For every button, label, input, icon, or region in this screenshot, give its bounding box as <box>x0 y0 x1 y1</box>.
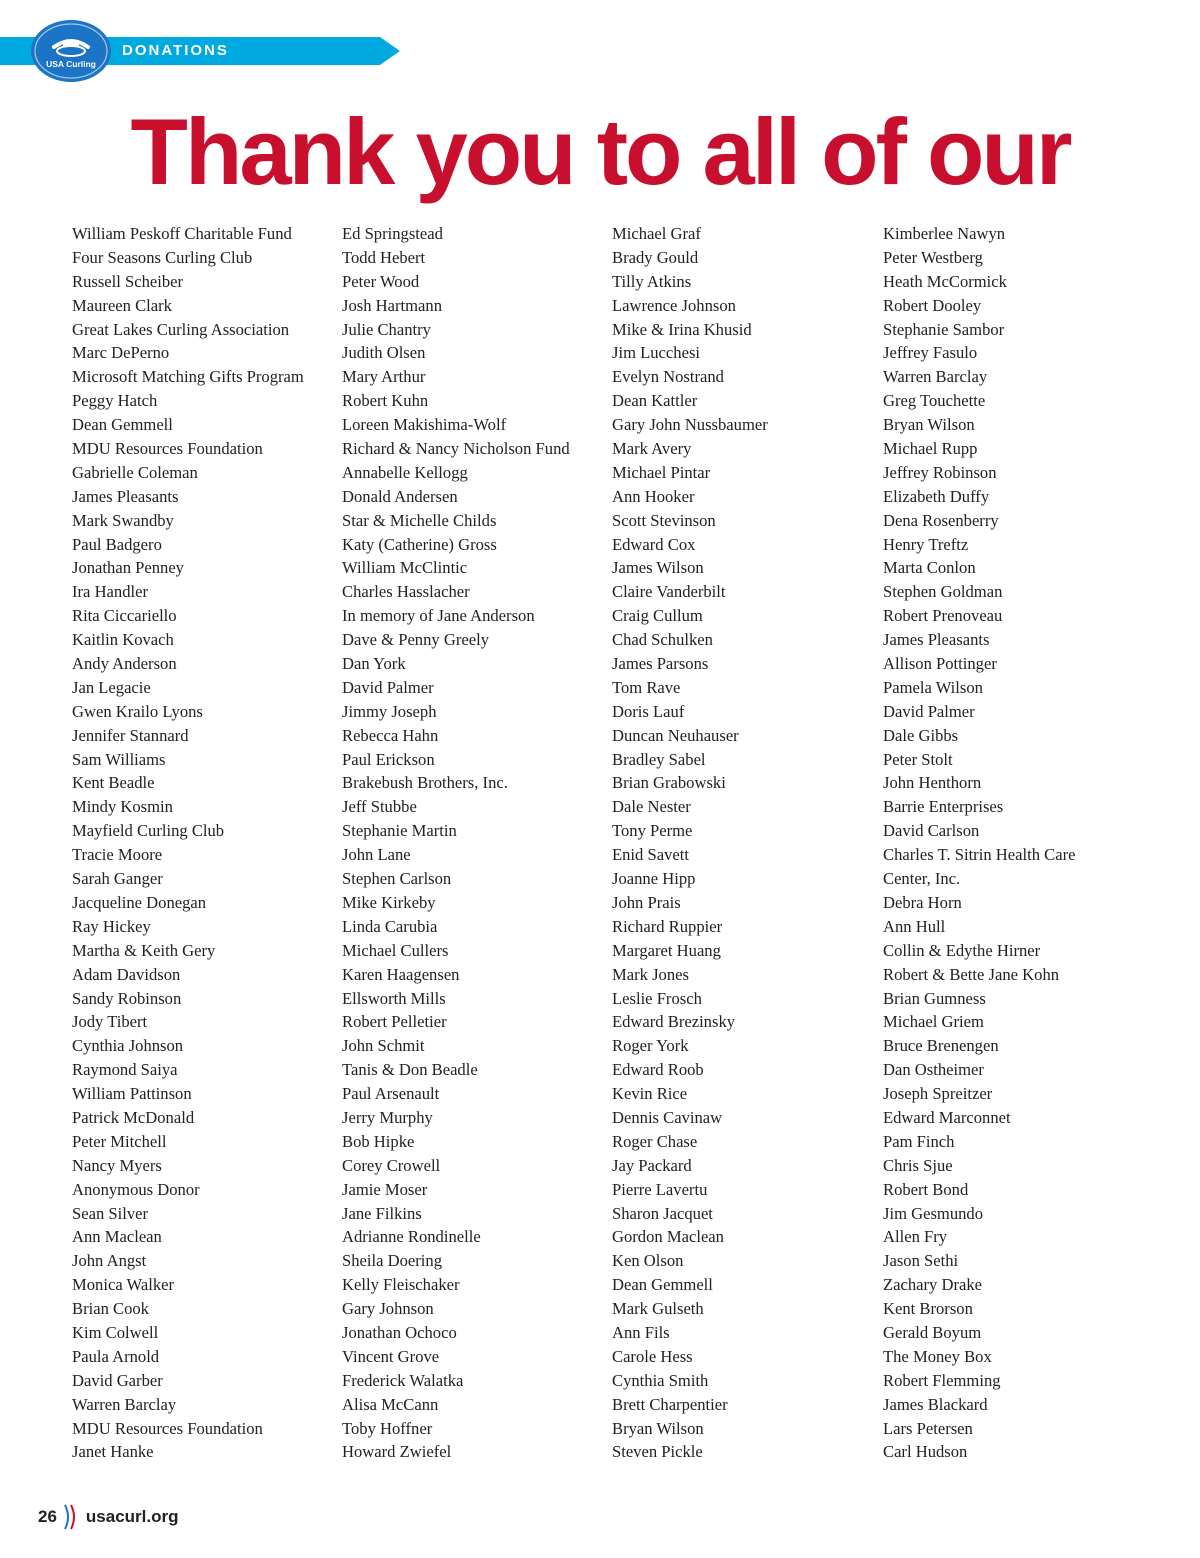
donor-name: Allison Pottinger <box>883 654 997 674</box>
donor-name: Leslie Frosch <box>612 988 702 1008</box>
donor-name: Doris Lauf <box>612 701 685 721</box>
donor-name: James Pleasants <box>72 486 179 506</box>
donor-name: David Carlson <box>883 821 980 841</box>
donor-name: David Palmer <box>342 677 434 697</box>
donor-name: Jeffrey Fasulo <box>883 343 978 363</box>
donor-name: Mary Arthur <box>342 367 426 387</box>
donor-name: Star & Michelle Childs <box>342 510 497 530</box>
donor-column-2 <box>342 222 604 1464</box>
donor-name: David Palmer <box>883 701 975 721</box>
donor-name: Cynthia Johnson <box>72 1036 184 1056</box>
donor-name: Marta Conlon <box>883 558 976 578</box>
donor-name: Dean Gemmell <box>612 1275 713 1295</box>
donor-name: Adrianne Rondinelle <box>342 1227 481 1247</box>
donor-name: Loreen Makishima-Wolf <box>342 415 507 435</box>
donor-name: Janet Hanke <box>72 1442 154 1462</box>
donor-name: Edward Cox <box>612 534 696 554</box>
donor-name: Robert Pelletier <box>342 1012 447 1032</box>
donor-name: Raymond Saiya <box>72 1060 178 1080</box>
section-label: DONATIONS <box>122 42 229 59</box>
donor-name: Allen Fry <box>883 1227 948 1247</box>
donor-name: Sarah Ganger <box>72 869 163 889</box>
donor-name: Henry Treftz <box>883 534 969 554</box>
donor-name: Ray Hickey <box>72 916 151 936</box>
donor-name: Jeffrey Robinson <box>883 462 997 482</box>
donor-name: Great Lakes Curling Association <box>72 319 290 339</box>
donor-name: Tony Perme <box>612 821 693 841</box>
donor-name: Stephen Carlson <box>342 869 452 889</box>
donor-name: Chris Sjue <box>883 1155 953 1175</box>
donor-name: Charles Hasslacher <box>342 582 470 602</box>
donor-name: Russell Scheiber <box>72 271 184 291</box>
donor-name: Charles T. Sitrin Health Care <box>883 845 1076 865</box>
donor-name: Adam Davidson <box>72 964 181 984</box>
donor-name: Ed Springstead <box>342 224 443 243</box>
donor-name: Dan York <box>342 654 406 674</box>
donor-name: Kim Colwell <box>72 1322 159 1342</box>
donor-name: Robert Prenoveau <box>883 606 1003 626</box>
donor-name: Four Seasons Curling Club <box>72 247 253 267</box>
donor-name: Duncan Neuhauser <box>612 725 739 745</box>
donor-name: Dena Rosenberry <box>883 510 999 530</box>
donor-name: Edward Marconnet <box>883 1107 1011 1127</box>
donor-name: Sam Williams <box>72 749 166 769</box>
donor-name: Michael Graf <box>612 224 701 243</box>
donor-name: Monica Walker <box>72 1275 175 1295</box>
donor-name: Dennis Cavinaw <box>612 1107 723 1127</box>
donor-name: Jacqueline Donegan <box>72 892 207 912</box>
donor-name: Pamela Wilson <box>883 677 983 697</box>
donor-name: Steven Pickle <box>612 1442 703 1462</box>
donor-name: Nancy Myers <box>72 1155 162 1175</box>
page-number: 26 <box>38 1507 57 1526</box>
donor-name: Lars Petersen <box>883 1418 973 1438</box>
donor-name: Ann Hooker <box>612 486 695 506</box>
donor-name: William McClintic <box>342 558 468 578</box>
donor-name: Peter Mitchell <box>72 1131 167 1151</box>
donor-name: Rita Ciccariello <box>72 606 177 626</box>
donor-name: Peter Wood <box>342 271 420 291</box>
donor-name: Ann Maclean <box>72 1227 162 1247</box>
donor-name: Enid Savett <box>612 845 689 865</box>
donor-name: Robert Kuhn <box>342 391 429 411</box>
donor-name: Sharon Jacquet <box>612 1203 713 1223</box>
donor-name: Brady Gould <box>612 247 699 267</box>
donor-name: Jennifer Stannard <box>72 725 189 745</box>
donor-name: Jonathan Ochoco <box>342 1322 457 1342</box>
donor-name: Frederick Walatka <box>342 1370 464 1390</box>
donor-name: Marc DePerno <box>72 343 170 363</box>
donor-name: Judith Olsen <box>342 343 426 363</box>
donor-name: Tanis & Don Beadle <box>342 1060 478 1080</box>
donor-name: Brakebush Brothers, Inc. <box>342 773 508 793</box>
donor-name: James Pleasants <box>883 630 990 650</box>
donor-name: Stephanie Sambor <box>883 319 1005 339</box>
donor-name: Linda Carubia <box>342 916 438 936</box>
donor-name: Sandy Robinson <box>72 988 182 1008</box>
donor-name: Peter Westberg <box>883 247 983 267</box>
donor-name: Carole Hess <box>612 1346 693 1366</box>
donor-name: Evelyn Nostrand <box>612 367 724 387</box>
website-link[interactable]: usacurl.org <box>85 1507 179 1526</box>
donor-name: John Schmit <box>342 1036 425 1056</box>
donor-name: Dean Gemmell <box>72 415 173 435</box>
donor-name: Robert & Bette Jane Kohn <box>883 964 1060 984</box>
donor-name: Kaitlin Kovach <box>72 630 174 650</box>
donor-name: Kimberlee Nawyn <box>883 224 1006 243</box>
donor-name: Elizabeth Duffy <box>883 486 990 506</box>
donor-name: Barrie Enterprises <box>883 797 1004 817</box>
donor-column-1 <box>72 222 334 1464</box>
donor-name: Bob Hipke <box>342 1131 415 1151</box>
donor-name: Dean Kattler <box>612 391 698 411</box>
donor-name: Jane Filkins <box>342 1203 422 1223</box>
donor-name: Richard & Nancy Nicholson Fund <box>342 439 570 459</box>
donor-name: Mindy Kosmin <box>72 797 173 817</box>
donor-name: Lawrence Johnson <box>612 295 736 315</box>
donor-name: Brian Grabowski <box>612 773 726 793</box>
double-paren-divider-icon <box>62 1502 78 1532</box>
donor-name: Dale Nester <box>612 797 691 817</box>
donor-name: Gabrielle Coleman <box>72 462 198 482</box>
donor-name: Brian Gumness <box>883 988 986 1008</box>
donor-name: Margaret Huang <box>612 940 721 960</box>
donor-name: Tracie Moore <box>72 845 163 865</box>
donor-name: Kelly Fleischaker <box>342 1275 460 1295</box>
donor-name: Scott Stevinson <box>612 510 716 530</box>
donor-name: Michael Rupp <box>883 439 978 459</box>
usa-curling-logo <box>30 19 112 83</box>
donor-name: Tom Rave <box>612 677 681 697</box>
logo-text: USA Curling <box>46 59 96 69</box>
donor-name: Peggy Hatch <box>72 391 158 411</box>
donor-name: Debra Horn <box>883 892 962 912</box>
donor-name: Roger Chase <box>612 1131 698 1151</box>
donor-name: Paul Badgero <box>72 534 162 554</box>
donor-name: Bryan Wilson <box>883 415 975 435</box>
donor-name: Craig Cullum <box>612 606 703 626</box>
donor-name: Robert Bond <box>883 1179 969 1199</box>
donor-name: Jerry Murphy <box>342 1107 433 1127</box>
donor-name: Ira Handler <box>72 582 149 602</box>
donor-name: Microsoft Matching Gifts Program <box>72 367 304 387</box>
donor-name: Sean Silver <box>72 1203 149 1223</box>
donor-name: Jason Sethi <box>883 1251 959 1271</box>
donor-name: Ann Hull <box>883 916 946 936</box>
donor-name: Martha & Keith Gery <box>72 940 216 960</box>
donor-name: Robert Flemming <box>883 1370 1001 1390</box>
donor-name: Greg Touchette <box>883 391 986 411</box>
donor-name: Karen Haagensen <box>342 964 460 984</box>
donor-name: Heath McCormick <box>883 271 1007 291</box>
donor-name: MDU Resources Foundation <box>72 1418 263 1438</box>
donor-name: Brian Cook <box>72 1299 149 1319</box>
donor-name: Jeff Stubbe <box>342 797 417 817</box>
donor-name: Carl Hudson <box>883 1442 968 1462</box>
donor-name: Paula Arnold <box>72 1346 160 1366</box>
donor-name: Michael Pintar <box>612 462 711 482</box>
donor-name: Paul Arsenault <box>342 1084 440 1104</box>
donor-name: Dale Gibbs <box>883 725 959 745</box>
donor-name: Stephanie Martin <box>342 821 457 841</box>
donor-name: Mark Swandby <box>72 510 174 530</box>
donor-name: Paul Erickson <box>342 749 435 769</box>
donor-name: Kent Beadle <box>72 773 155 793</box>
donor-column-3 <box>612 222 874 1464</box>
donor-name: Todd Hebert <box>342 247 426 267</box>
donor-name: Jan Legacie <box>72 677 151 697</box>
donor-name: Pam Finch <box>883 1131 955 1151</box>
donor-name: Robert Dooley <box>883 295 982 315</box>
donor-name: Mike Kirkeby <box>342 892 436 912</box>
donor-name: John Lane <box>342 845 411 865</box>
donor-name: Ken Olson <box>612 1251 684 1271</box>
donor-name: Mark Avery <box>612 439 692 459</box>
donor-name: Anonymous Donor <box>72 1179 200 1199</box>
donor-name: Cynthia Smith <box>612 1370 709 1390</box>
donor-name: Edward Brezinsky <box>612 1012 736 1032</box>
donor-name: Jim Lucchesi <box>612 343 701 363</box>
donor-name: Vincent Grove <box>342 1346 440 1366</box>
donor-name: Collin & Edythe Hirner <box>883 940 1041 960</box>
donor-name: Michael Cullers <box>342 940 449 960</box>
donor-name: Bryan Wilson <box>612 1418 704 1438</box>
donor-name: Dave & Penny Greely <box>342 630 489 650</box>
donor-name: Sheila Doering <box>342 1251 443 1271</box>
donor-name: Pierre Lavertu <box>612 1179 708 1199</box>
donor-name: Josh Hartmann <box>342 295 443 315</box>
donor-name: Mayfield Curling Club <box>72 821 225 841</box>
donor-name: Jay Packard <box>612 1155 692 1175</box>
donor-name: John Prais <box>612 892 681 912</box>
donor-name: Corey Crowell <box>342 1155 441 1175</box>
donor-name: Jonathan Penney <box>72 558 184 578</box>
donor-name: Jim Gesmundo <box>883 1203 984 1223</box>
donor-name: Chad Schulken <box>612 630 713 650</box>
donor-name: James Wilson <box>612 558 704 578</box>
donor-name: Gary Johnson <box>342 1299 434 1319</box>
donor-name: Rebecca Hahn <box>342 725 439 745</box>
donor-name: Kent Brorson <box>883 1299 973 1319</box>
donor-name: Jimmy Joseph <box>342 701 437 721</box>
donor-name: Edward Roob <box>612 1060 704 1080</box>
donor-name: James Parsons <box>612 654 709 674</box>
donor-name: Dan Ostheimer <box>883 1060 984 1080</box>
donor-name: Mike & Irina Khusid <box>612 319 752 339</box>
donor-name: Toby Hoffner <box>342 1418 433 1438</box>
donor-name: Claire Vanderbilt <box>612 582 726 602</box>
donor-name: Bruce Brenengen <box>883 1036 999 1056</box>
donor-name: Joanne Hipp <box>612 869 696 889</box>
donor-name: Alisa McCann <box>342 1394 439 1414</box>
donor-name: Howard Zwiefel <box>342 1442 452 1462</box>
donor-name: Ellsworth Mills <box>342 988 446 1008</box>
donor-name: Jody Tibert <box>72 1012 148 1032</box>
donor-name: Donald Andersen <box>342 486 458 506</box>
donor-name: Zachary Drake <box>883 1275 983 1295</box>
donor-name: Roger York <box>612 1036 689 1056</box>
donor-name: Gordon Maclean <box>612 1227 724 1247</box>
donor-name: In memory of Jane Anderson <box>342 606 535 626</box>
donor-name: Jamie Moser <box>342 1179 428 1199</box>
donor-name: Mark Gulseth <box>612 1299 704 1319</box>
donor-name: James Blackard <box>883 1394 988 1414</box>
donor-name: Maureen Clark <box>72 295 172 315</box>
donor-name: Bradley Sabel <box>612 749 706 769</box>
donor-name: Patrick McDonald <box>72 1107 195 1127</box>
donor-name: Gwen Krailo Lyons <box>72 701 203 721</box>
page-headline: Thank you to all of our <box>130 99 1070 204</box>
donor-name: The Money Box <box>883 1346 992 1366</box>
donor-name: Annabelle Kellogg <box>342 462 468 482</box>
donor-name: Katy (Catherine) Gross <box>342 534 497 554</box>
donor-name: John Henthorn <box>883 773 982 793</box>
donor-name: MDU Resources Foundation <box>72 439 263 459</box>
donor-name: Richard Ruppier <box>612 916 723 936</box>
donor-name: John Angst <box>72 1251 147 1271</box>
donor-name: Andy Anderson <box>72 654 177 674</box>
donor-name: Mark Jones <box>612 964 689 984</box>
donor-name: Michael Griem <box>883 1012 984 1032</box>
donor-column-4 <box>883 222 1145 1464</box>
donor-name: Kevin Rice <box>612 1084 688 1104</box>
donor-name: Joseph Spreitzer <box>883 1084 993 1104</box>
donor-name: William Pattinson <box>72 1084 192 1104</box>
donor-name: Julie Chantry <box>342 319 431 339</box>
donor-name: Ann Fils <box>612 1322 670 1342</box>
page-footer <box>38 1500 179 1534</box>
donor-name: Gary John Nussbaumer <box>612 415 768 435</box>
donor-name: Gerald Boyum <box>883 1322 982 1342</box>
donor-name: William Peskoff Charitable Fund <box>72 224 292 243</box>
donor-name: David Garber <box>72 1370 163 1390</box>
donor-name: Peter Stolt <box>883 749 953 769</box>
donor-name: Center, Inc. <box>883 869 961 889</box>
donor-name: Tilly Atkins <box>612 271 692 291</box>
donor-name: Stephen Goldman <box>883 582 1003 602</box>
donor-name: Warren Barclay <box>72 1394 177 1414</box>
donor-name: Warren Barclay <box>883 367 988 387</box>
donor-name: Brett Charpentier <box>612 1394 728 1414</box>
